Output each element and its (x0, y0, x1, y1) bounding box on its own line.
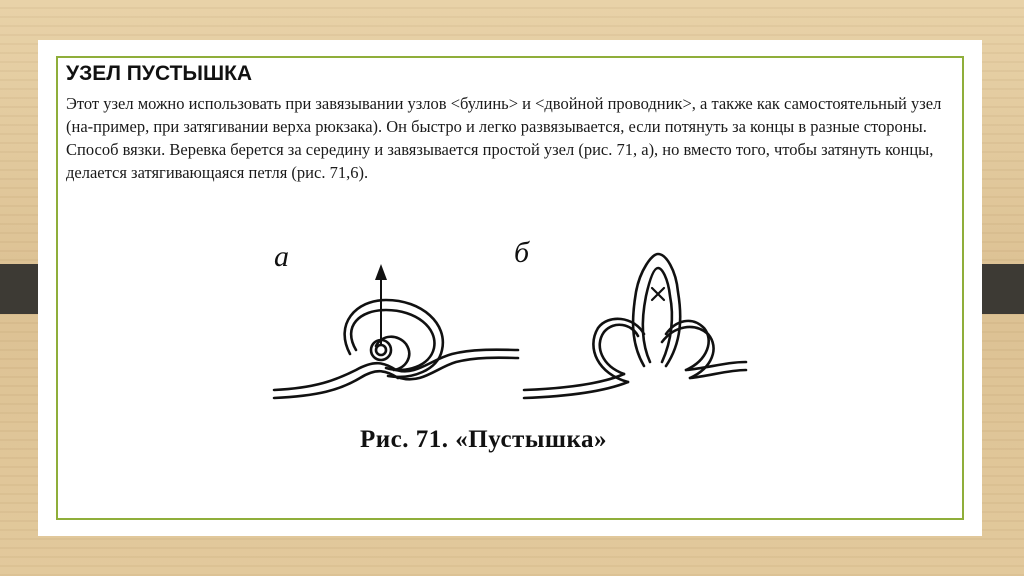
figure-label-b: б (514, 236, 530, 269)
slide-body (66, 92, 966, 184)
knot-figure (256, 230, 754, 470)
figure-label-a: а (274, 240, 289, 273)
slide (38, 40, 982, 536)
paragraph-method: Способ вязки. Веревка берется за середину и завязывается простой узел (рис. 71, а), но вместо того, чтобы затянуть концы, делается затягивающаяся петля (рис. 71,6). (66, 140, 934, 182)
knot-b-illustration (524, 254, 746, 398)
knot-a-illustration (274, 264, 518, 398)
figure-caption: Рис. 71. «Пустышка» (360, 426, 607, 453)
slide-title: УЗЕЛ ПУСТЫШКА (66, 62, 253, 85)
paragraph-description: Этот узел можно использовать при завязывании узлов <булинь> и <двойной проводник>, а также как самостоятельный узел (на-пример, при затягивании верха рюкзака). Он быстро и легко развязывается, если потянуть за концы в разные стороны. (66, 94, 942, 136)
